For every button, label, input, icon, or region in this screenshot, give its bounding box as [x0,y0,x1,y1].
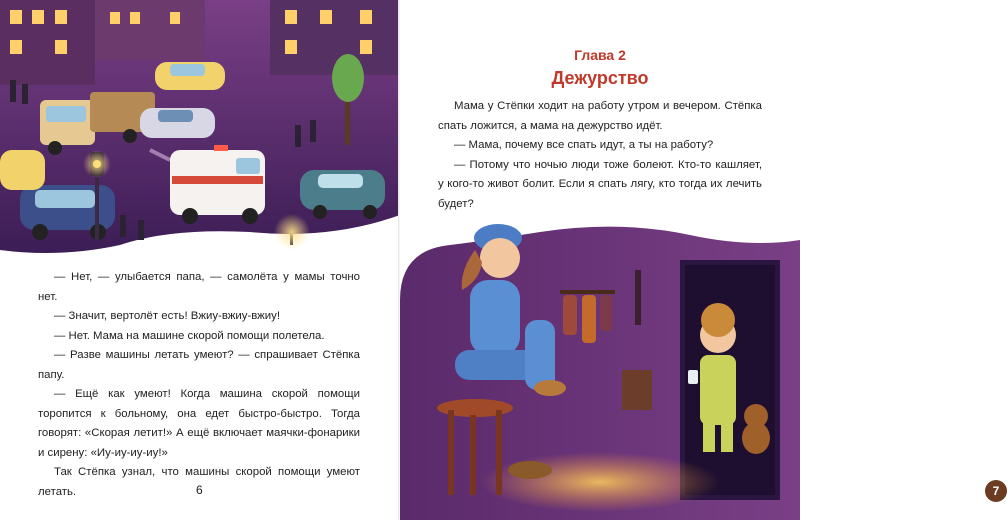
ambulance-icon [170,145,265,224]
paragraph: — Потому что ночью люди тоже болеют. Кто-то кашляет, у кого-то живот болит. Если я спать лягу, кто тогда их лечить будет? [438,158,762,210]
right-page [400,0,1000,520]
paragraph: — Значит, вертолёт есть! Вжиу-вжиу-вжиу! [54,310,281,322]
paragraph: — Разве машины летать умеют? — спрашивает Стёпка папу. [38,349,360,381]
paragraph: — Мама, почему все спать идут, а ты на работу? [454,139,714,151]
white-car-icon [140,108,215,138]
left-page [0,0,400,520]
paragraph: Так Стёпка узнал, что машины скорой помощи умеют летать. [38,466,360,498]
chapter-label: Глава 2 [574,47,626,63]
stool-icon [437,399,513,495]
left-page-text [38,268,360,502]
paragraph: — Нет, — улыбается папа, — самолёта у мамы точно нет. [38,271,360,303]
page-number-badge: 7 [985,480,1007,502]
paragraph: Мама у Стёпки ходит на работу утром и вечером. Стёпка спать ложится, а мама на дежурство идёт. [438,100,762,132]
page-number: 6 [196,483,203,497]
nurse-and-child-illustration [400,210,800,520]
yellow-taxi-icon [0,150,45,190]
paragraph: — Нет. Мама на машине скорой помощи полетела. [54,329,325,342]
paragraph: — Ещё как умеют! Когда машина скорой помощи торопится к больному, она едет быстро-быстро. Тогда говорят: «Скорая летит!» А ещё включает маячки-фонарики и сирену: «Иу-иу-иу-иу!» [38,388,360,459]
city-street-illustration [0,0,400,260]
yellow-car-icon [155,62,225,90]
right-page-text [438,97,762,214]
chapter-title: Дежурство [551,68,649,88]
teddy-bear-icon [742,404,770,454]
